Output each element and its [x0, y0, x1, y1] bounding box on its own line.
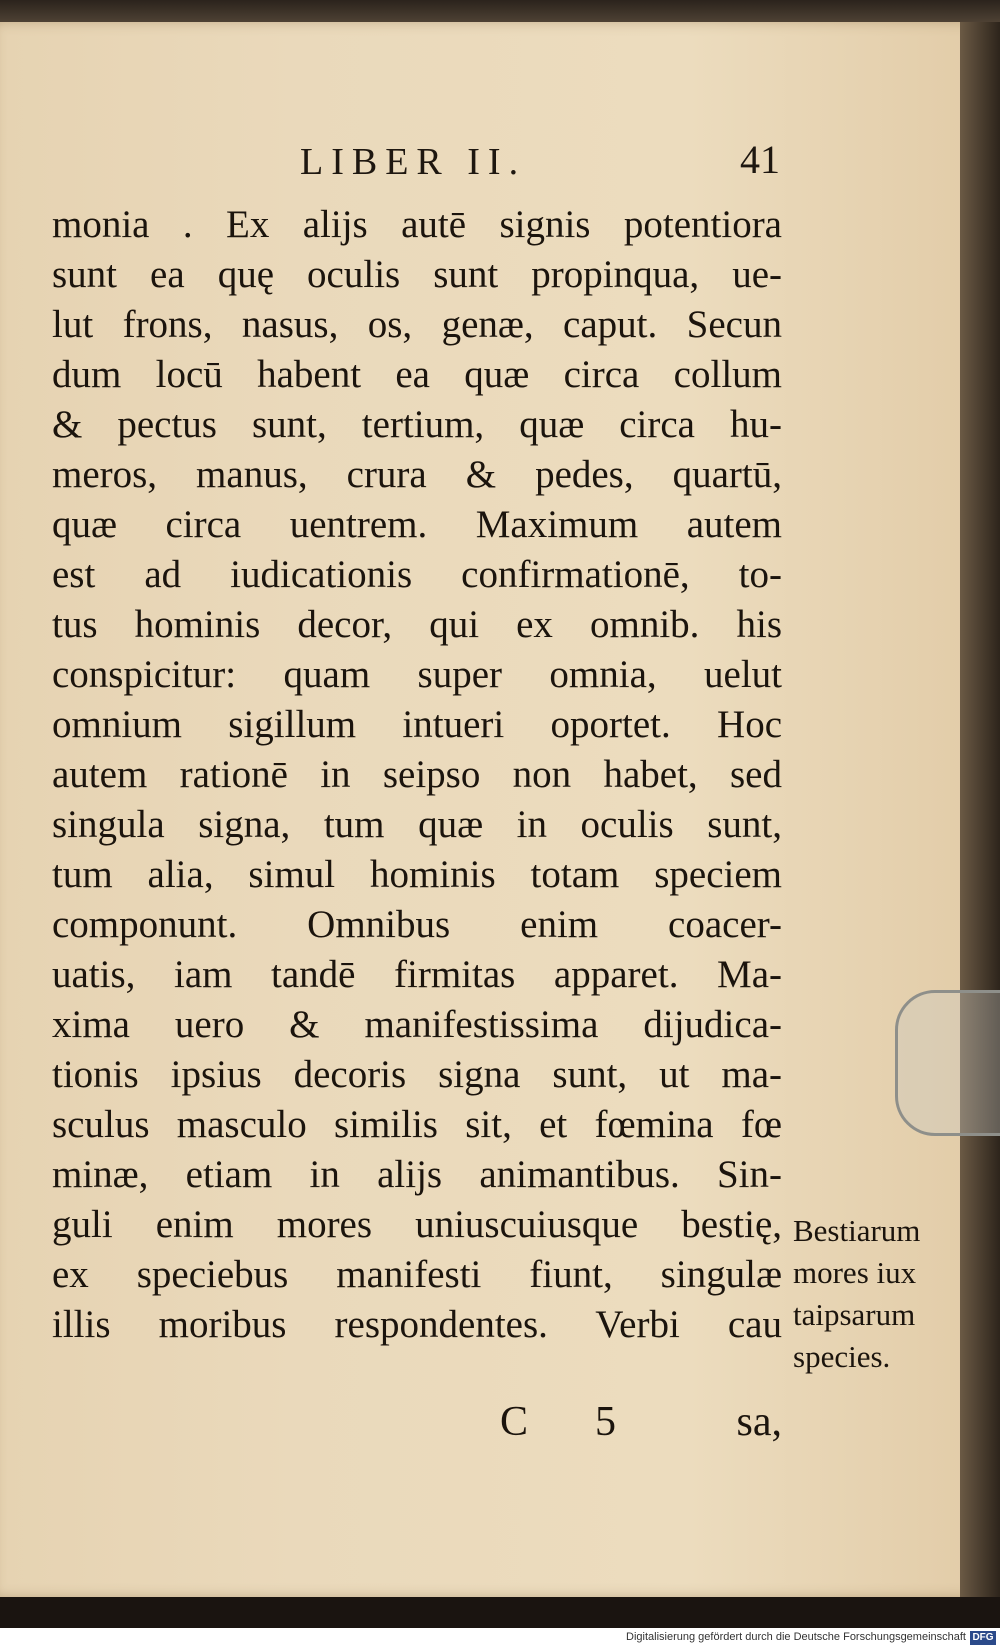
text-line: guli enim mores uniuscuiusque bestię,	[52, 1203, 782, 1246]
catchword: sa,	[736, 1399, 782, 1445]
marginal-note-line: taipsarum	[793, 1297, 916, 1332]
text-line: uatis, iam tandē firmitas apparet. Ma-	[52, 953, 782, 996]
text-line: minæ, etiam in alijs animantibus. Sin-	[52, 1153, 782, 1196]
marginal-note	[793, 1210, 963, 1378]
text-line: lut frons, nasus, os, genæ, caput. Secun	[52, 303, 782, 346]
text-line: tus hominis decor, qui ex omnib. his	[52, 603, 782, 646]
text-line: xima uero & manifestissima dijudica-	[52, 1003, 782, 1046]
marginal-note-line: mores iux	[793, 1255, 917, 1290]
footer-credit: Digitalisierung gefördert durch die Deutsche Forschungsgemeinschaft	[626, 1631, 966, 1643]
text-line: sculus masculo similis sit, et fœmina fœ	[52, 1103, 782, 1146]
text-line: autem rationē in seipso non habet, sed	[52, 753, 782, 796]
text-line: sunt ea quę oculis sunt propinqua, ue-	[52, 253, 782, 296]
text-line: conspicitur: quam super omnia, uelut	[52, 653, 782, 696]
text-line: est ad iudicationis confirmationē, to-	[52, 553, 782, 596]
text-line: ex speciebus manifesti fiunt, singulæ	[52, 1253, 782, 1296]
page-clip	[895, 990, 1000, 1136]
text-line: monia . Ex alijs autē signis potentiora	[52, 203, 782, 246]
text-line: illis moribus respondentes. Verbi cau	[52, 1303, 782, 1346]
body-text	[52, 200, 782, 1350]
text-line: tum alia, simul hominis totam speciem	[52, 853, 782, 896]
text-line: omnium sigillum intueri oportet. Hoc	[52, 703, 782, 746]
text-line: dum locū habent ea quæ circa collum	[52, 353, 782, 396]
signature-letter: C	[500, 1399, 529, 1445]
text-line: componunt. Omnibus enim coacer-	[52, 903, 782, 946]
marginal-note-line: Bestiarum	[793, 1213, 921, 1248]
marginal-note-line: species.	[793, 1339, 891, 1374]
page-gutter-shadow	[960, 22, 1000, 1597]
text-line: singula signa, tum quæ in oculis sunt,	[52, 803, 782, 846]
signature-number: 5	[595, 1399, 616, 1445]
page-header	[300, 137, 780, 190]
signature-line	[500, 1398, 782, 1448]
dfg-logo: DFG	[970, 1631, 996, 1645]
text-line: quæ circa uentrem. Maximum autem	[52, 503, 782, 546]
running-title: LIBER II.	[300, 141, 527, 183]
text-line: tionis ipsius decoris signa sunt, ut ma-	[52, 1053, 782, 1096]
folio-number: 41	[740, 137, 780, 182]
text-line: meros, manus, crura & pedes, quartū,	[52, 453, 782, 496]
text-line: & pectus sunt, tertium, quæ circa hu-	[52, 403, 782, 446]
